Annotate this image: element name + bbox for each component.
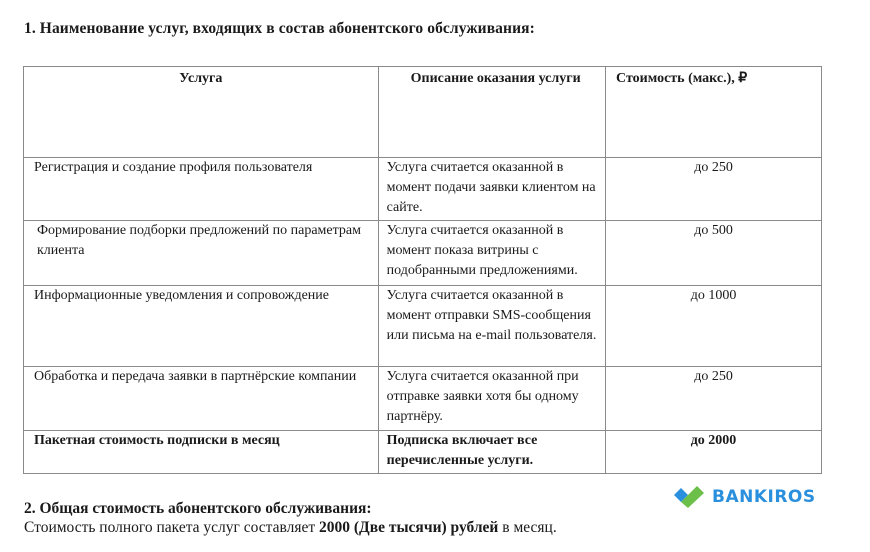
- service-description: Услуга считается оказанной при отправке заявки хотя бы одному партнёру.: [378, 367, 605, 431]
- bankiros-logo: [674, 486, 816, 508]
- service-price: до 1000: [606, 286, 822, 367]
- logo-text: BANKIROS: [712, 487, 816, 507]
- header-price: Стоимость (макс.), ₽: [606, 67, 822, 158]
- section-1-title: 1. Наименование услуг, входящих в состав абонентского обслуживания:: [24, 20, 535, 37]
- service-name: Формирование подборки предложений по параметрам клиента: [24, 221, 379, 286]
- service-name: Регистрация и создание профиля пользователя: [24, 158, 379, 221]
- package-description: Подписка включает все перечисленные услуги.: [378, 431, 605, 474]
- service-name: Информационные уведомления и сопровождение: [24, 286, 379, 367]
- table-total-row: [24, 431, 822, 474]
- checkmark-logo-icon: [674, 486, 704, 508]
- table-row: [24, 221, 822, 286]
- service-description: Услуга считается оказанной в момент подачи заявки клиентом на сайте.: [378, 158, 605, 221]
- table-row: [24, 367, 822, 431]
- table-row: [24, 286, 822, 367]
- total-cost-summary: [24, 519, 557, 537]
- service-price: до 250: [606, 158, 822, 221]
- package-price: до 2000: [606, 431, 822, 474]
- table-row: [24, 158, 822, 221]
- header-description: Описание оказания услуги: [378, 67, 605, 158]
- summary-prefix: Стоимость полного пакета услуг составляет: [24, 519, 320, 536]
- table-header-row: [24, 67, 822, 158]
- service-description: Услуга считается оказанной в момент показа витрины с подобранными предложениями.: [378, 221, 605, 286]
- service-price: до 500: [606, 221, 822, 286]
- header-service: Услуга: [24, 67, 379, 158]
- service-price: до 250: [606, 367, 822, 431]
- package-name: Пакетная стоимость подписки в месяц: [24, 431, 379, 474]
- services-table: [23, 66, 822, 474]
- section-2-title: 2. Общая стоимость абонентского обслуживания:: [24, 500, 372, 517]
- summary-amount: 2000 (Две тысячи) рублей: [319, 519, 499, 536]
- service-name: Обработка и передача заявки в партнёрские компании: [24, 367, 379, 431]
- service-description: Услуга считается оказанной в момент отправки SMS-сообщения или письма на e-mail пользователя.: [378, 286, 605, 367]
- summary-suffix: в месяц.: [498, 519, 557, 536]
